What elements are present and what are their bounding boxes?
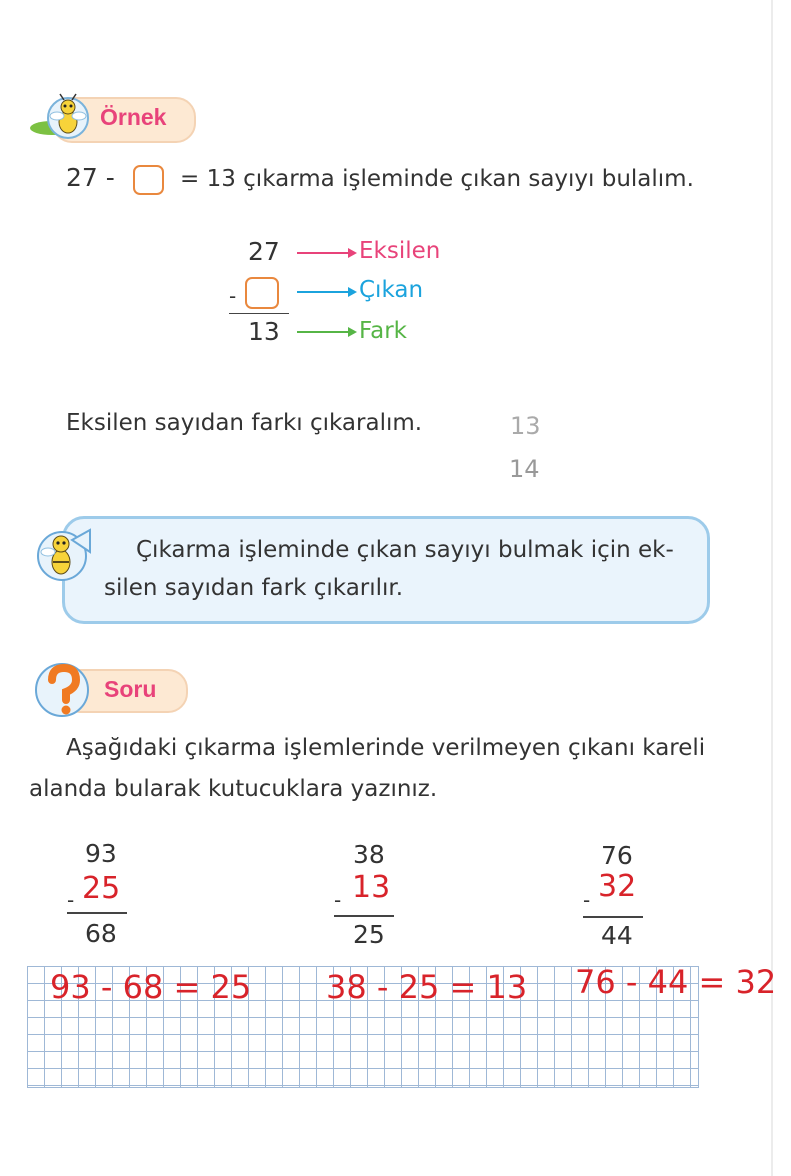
problem-1-rule	[67, 912, 127, 914]
arrow-eksilen	[297, 252, 349, 254]
problem-1-subtrahend: 25	[82, 871, 121, 906]
problem-2-minuend: 38	[353, 840, 385, 869]
problem-1-minus: -	[67, 888, 75, 912]
problem-3-difference: 44	[601, 921, 633, 950]
diagram-minuend: 27	[248, 237, 280, 266]
problem-1-minuend: 93	[85, 839, 117, 868]
diagram-difference: 13	[248, 317, 280, 346]
bee-megaphone-icon	[34, 522, 98, 586]
example-problem-right: = 13 çıkarma işleminde çıkan sayıyı bulalım.	[180, 166, 694, 192]
blank-answer-box	[133, 165, 164, 195]
problem-1-difference: 68	[85, 919, 117, 948]
problem-3-minus: -	[583, 888, 591, 912]
arrow-fark	[297, 331, 349, 333]
instruction-line2: alanda bularak kutucuklara yazınız.	[29, 776, 438, 802]
info-text-line1: Çıkarma işleminde çıkan sayıyı bulmak için ek-	[136, 537, 674, 563]
problem-3-minuend: 76	[601, 841, 633, 870]
faint-number-top: 13	[510, 412, 541, 440]
diagram-blank-box	[245, 277, 279, 309]
arrow-cikan	[297, 291, 349, 293]
faint-number-bottom: 14	[509, 455, 540, 483]
bee-mascot-icon	[30, 92, 100, 144]
diagram-rule	[229, 313, 289, 314]
label-eksilen: Eksilen	[359, 238, 441, 264]
example-badge-label: Örnek	[100, 104, 167, 130]
diagram-minus-sign: -	[229, 284, 237, 308]
question-mark-icon	[34, 658, 92, 720]
problem-2-minus: -	[334, 888, 342, 912]
instruction-line1: Aşağıdaki çıkarma işlemlerinde verilmeyen çıkanı kareli	[66, 735, 706, 761]
answer-3: 76 - 44 = 32	[575, 963, 777, 1001]
example-problem-left: 27 -	[66, 163, 115, 192]
info-box	[62, 516, 710, 624]
problem-2-subtrahend: 13	[352, 870, 391, 905]
label-fark: Fark	[359, 318, 407, 344]
problem-3-rule	[583, 916, 643, 918]
problem-2-rule	[334, 915, 394, 917]
answer-1: 93 - 68 = 25	[50, 968, 252, 1006]
problem-3-subtrahend: 32	[598, 869, 637, 904]
label-cikan: Çıkan	[359, 277, 424, 303]
arrow-fark-head-icon	[348, 327, 357, 337]
arrow-cikan-head-icon	[348, 287, 357, 297]
example-hint: Eksilen sayıdan farkı çıkaralım.	[66, 410, 423, 436]
arrow-eksilen-head-icon	[348, 248, 357, 258]
problem-2-difference: 25	[353, 920, 385, 949]
question-badge-label: Soru	[104, 676, 157, 702]
answer-2: 38 - 25 = 13	[326, 968, 528, 1006]
info-text-line2: silen sayıdan fark çıkarılır.	[104, 575, 404, 601]
